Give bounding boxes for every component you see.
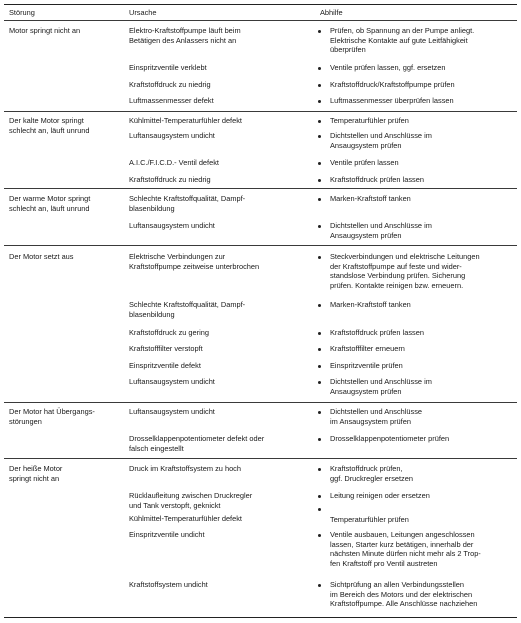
group-divider	[4, 188, 517, 189]
ursache-cell: Einspritzventile defekt	[129, 361, 201, 370]
stoerung-cell: Der kalte Motor springt schlecht an, läuft unrund	[9, 116, 90, 135]
bullet-icon	[318, 162, 321, 165]
ursache-cell: Drosselklappenpotentiometer defekt oder falsch eingestellt	[129, 434, 265, 453]
ursache-cell: Rücklaufleitung zwischen Druckregler und Tank verstopft, geknickt	[129, 491, 253, 510]
abhilfe-cell: Kraftstoffdruck/Kraftstoffpumpe prüfen	[330, 80, 455, 89]
abhilfe-cell: Dichtstellen und Anschlüsse im Ansaugsystem prüfen	[330, 131, 432, 150]
abhilfe-cell: Dichtstellen und Anschlüsse im Ansaugsystem prüfen	[330, 377, 432, 396]
bullet-icon	[318, 508, 321, 511]
group-divider	[4, 111, 517, 112]
abhilfe-cell: Einspritzventile prüfen	[330, 361, 403, 370]
bullet-icon	[318, 256, 321, 259]
ursache-cell: Elektrische Verbindungen zur Kraftstoffpumpe zeitweise unterbrochen	[129, 252, 260, 271]
bullet-icon	[318, 495, 321, 498]
ursache-cell: Kraftstoffsystem undicht	[129, 580, 208, 589]
bullet-icon	[318, 584, 321, 587]
ursache-cell: Luftansaugsystem undicht	[129, 407, 215, 416]
ursache-cell: Kraftstoffdruck zu gering	[129, 328, 209, 337]
bullet-icon	[318, 225, 321, 228]
abhilfe-cell: Ventile ausbauen, Leitungen angeschlossen lassen, Starter kurz betätigen, innerhalb der nächsten Minute dürfen nicht mehr als 2 Trop- fen Kraftstoff pro Ventil austreten	[330, 530, 481, 568]
ursache-cell: Einspritzventile undicht	[129, 530, 205, 539]
abhilfe-cell: Sichtprüfung an allen Verbindungsstellen im Bereich des Motors und der elektrischen Kraftstoffpumpe. Alle Anschlüsse nachziehen	[330, 580, 478, 609]
abhilfe-cell: Temperaturfühler prüfen	[330, 515, 409, 524]
abhilfe-cell: Prüfen, ob Spannung an der Pumpe anliegt. Elektrische Kontakte auf gute Leitfähigkeit überprüfen	[330, 26, 475, 55]
header-stoerung: Störung	[9, 8, 35, 17]
group-divider	[4, 458, 517, 459]
bullet-icon	[318, 120, 321, 123]
header-ursache: Ursache	[129, 8, 157, 17]
ursache-cell: A.I.C./F.I.C.D.- Ventil defekt	[129, 158, 219, 167]
bullet-icon	[318, 534, 321, 537]
abhilfe-cell: Dichtstellen und Anschlüsse im Ansaugsystem prüfen	[330, 221, 432, 240]
abhilfe-cell: Kraftstoffdruck prüfen, ggf. Druckregler ersetzen	[330, 464, 413, 483]
ursache-cell: Luftansaugsystem undicht	[129, 131, 215, 140]
bullet-icon	[318, 135, 321, 138]
bullet-icon	[318, 84, 321, 87]
bullet-icon	[318, 179, 321, 182]
abhilfe-cell: Luftmassenmesser überprüfen lassen	[330, 96, 454, 105]
bullet-icon	[318, 100, 321, 103]
ursache-cell: Luftansaugsystem undicht	[129, 377, 215, 386]
ursache-cell: Kraftstofffilter verstopft	[129, 344, 203, 353]
table-bottom-rule	[4, 617, 517, 618]
abhilfe-cell: Ventile prüfen lassen	[330, 158, 399, 167]
abhilfe-cell: Marken-Kraftstoff tanken	[330, 194, 411, 203]
ursache-cell: Luftansaugsystem undicht	[129, 221, 215, 230]
stoerung-cell: Der warme Motor springt schlecht an, läuft unrund	[9, 194, 91, 213]
ursache-cell: Luftmassenmesser defekt	[129, 96, 214, 105]
bullet-icon	[318, 304, 321, 307]
stoerung-cell: Motor springt nicht an	[9, 26, 81, 35]
table-top-rule	[4, 4, 517, 5]
ursache-cell: Einspritzventile verklebt	[129, 63, 207, 72]
abhilfe-cell: Dichtstellen und Anschlüsse im Ansaugsystem prüfen	[330, 407, 423, 426]
abhilfe-cell: Kraftstofffilter erneuern	[330, 344, 405, 353]
ursache-cell: Kraftstoffdruck zu niedrig	[129, 175, 211, 184]
abhilfe-cell: Steckverbindungen und elektrische Leitungen der Kraftstoffpumpe auf feste und wider- standslose Verbindung prüfen. Sicherung prüfen. Kontakte reinigen bzw. erneuern.	[330, 252, 480, 290]
ursache-cell: Elektro-Kraftstoffpumpe läuft beim Betätigen des Anlassers nicht an	[129, 26, 241, 45]
abhilfe-cell: Drosselklappenpotentiometer prüfen	[330, 434, 450, 443]
bullet-icon	[318, 468, 321, 471]
bullet-icon	[318, 438, 321, 441]
abhilfe-cell: Temperaturfühler prüfen	[330, 116, 409, 125]
ursache-cell: Kühlmittel-Temperaturfühler defekt	[129, 514, 242, 523]
stoerung-cell: Der heiße Motor springt nicht an	[9, 464, 63, 483]
ursache-cell: Kühlmittel-Temperaturfühler defekt	[129, 116, 242, 125]
group-divider	[4, 245, 517, 246]
bullet-icon	[318, 348, 321, 351]
ursache-cell: Schlechte Kraftstoffqualität, Dampf- blasenbildung	[129, 300, 246, 319]
abhilfe-cell: Kraftstoffdruck prüfen lassen	[330, 328, 424, 337]
abhilfe-cell: Marken-Kraftstoff tanken	[330, 300, 411, 309]
abhilfe-cell: Kraftstoffdruck prüfen lassen	[330, 175, 424, 184]
bullet-icon	[318, 198, 321, 201]
header-rule	[4, 20, 517, 21]
ursache-cell: Schlechte Kraftstoffqualität, Dampf- blasenbildung	[129, 194, 246, 213]
stoerung-cell: Der Motor hat Übergangs- störungen	[9, 407, 95, 426]
bullet-icon	[318, 365, 321, 368]
bullet-icon	[318, 381, 321, 384]
bullet-icon	[318, 411, 321, 414]
abhilfe-cell: Leitung reinigen oder ersetzen	[330, 491, 430, 500]
bullet-icon	[318, 30, 321, 33]
ursache-cell: Druck im Kraftstoffsystem zu hoch	[129, 464, 241, 473]
group-divider	[4, 402, 517, 403]
abhilfe-cell: Ventile prüfen lassen, ggf. ersetzen	[330, 63, 446, 72]
header-abhilfe: Abhilfe	[320, 8, 343, 17]
bullet-icon	[318, 332, 321, 335]
bullet-icon	[318, 67, 321, 70]
ursache-cell: Kraftstoffdruck zu niedrig	[129, 80, 211, 89]
stoerung-cell: Der Motor setzt aus	[9, 252, 74, 261]
